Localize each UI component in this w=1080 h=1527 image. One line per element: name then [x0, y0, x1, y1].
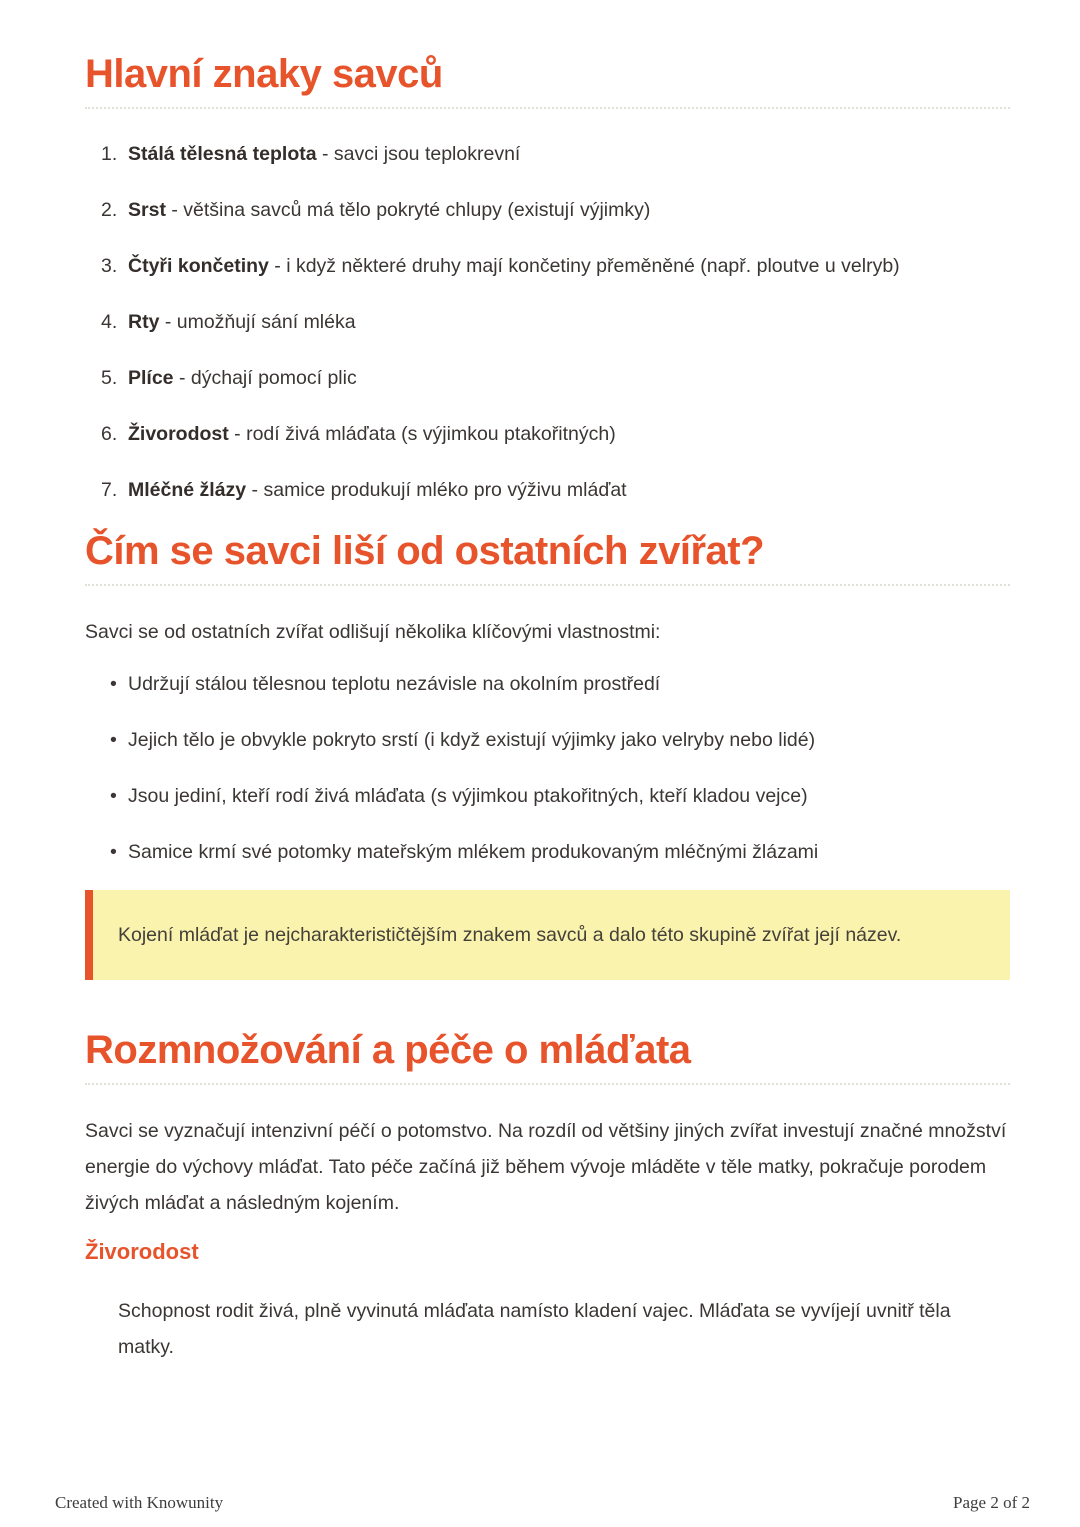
bullet-icon: •	[110, 673, 117, 695]
list-item-term: Živorodost	[128, 423, 229, 445]
bullet-icon: •	[110, 841, 117, 863]
list-item-text: - samice produkují mléko pro výživu mláďat	[246, 479, 627, 501]
list-item-number: 3.	[101, 255, 118, 277]
footer-credit: Created with Knowunity	[55, 1493, 224, 1512]
list-item-text: - umožňují sání mléka	[159, 311, 356, 333]
bullet-icon: •	[110, 785, 117, 807]
bullet-text: Jejich tělo je obvykle pokryto srstí (i když existují výjimky jako velryby nebo lidé)	[128, 729, 816, 751]
differences-bullet-list	[85, 666, 1010, 870]
reproduction-paragraph: Savci se vyznačují intenzivní péčí o potomstvo. Na rozdíl od většiny jiných zvířat investují značné množství energie do výchovy mláďat. Tato péče začíná již během vývoje mláděte v těle matky, pokračuje porodem živých mláďat a následným kojením.	[85, 1120, 1007, 1214]
section-title-traits: Hlavní znaky savců	[85, 52, 1010, 109]
list-item-number: 2.	[101, 199, 118, 221]
bullet-text: Udržují stálou tělesnou teplotu nezávisle na okolním prostředí	[128, 673, 661, 695]
list-item-number: 6.	[101, 423, 118, 445]
list-item-term: Čtyři končetiny	[128, 255, 269, 277]
list-item-text: - savci jsou teplokrevní	[316, 143, 521, 165]
list-item	[85, 192, 1010, 228]
section-title-reproduction: Rozmnožování a péče o mláďata	[85, 1028, 1010, 1085]
list-item	[85, 248, 1010, 284]
list-item-number: 7.	[101, 479, 118, 501]
viviparity-paragraph: Schopnost rodit živá, plně vyvinutá mláďata namísto kladení vajec. Mláďata se vyvíjejí uvnitř těla matky.	[118, 1300, 951, 1358]
differences-intro-paragraph: Savci se od ostatních zvířat odlišují několika klíčovými vlastnostmi:	[85, 621, 661, 643]
list-item-text: - většina savců má tělo pokryté chlupy (existují výjimky)	[165, 199, 651, 221]
bullet-icon: •	[110, 729, 117, 751]
bullet-text: Samice krmí své potomky mateřským mlékem produkovaným mléčnými žlázami	[128, 841, 819, 863]
list-item-term: Srst	[128, 199, 166, 221]
list-item	[85, 360, 1010, 396]
list-item	[85, 834, 1010, 870]
bullet-text: Jsou jediní, kteří rodí živá mláďata (s výjimkou ptakořitných, kteří kladou vejce)	[128, 785, 808, 807]
list-item-term: Rty	[128, 311, 160, 333]
list-item-term: Plíce	[128, 367, 174, 389]
list-item	[85, 416, 1010, 452]
list-item	[85, 304, 1010, 340]
callout-text: Kojení mláďat je nejcharakterističtějším znakem savců a dalo této skupině zvířat její název.	[118, 924, 902, 946]
list-item	[85, 722, 1010, 758]
list-item-number: 4.	[101, 311, 118, 333]
callout-box	[85, 890, 1010, 980]
list-item-text: - dýchají pomocí plic	[173, 367, 357, 389]
list-item-text: - i když některé druhy mají končetiny přeměněné (např. ploutve u velryb)	[268, 255, 900, 277]
list-item	[85, 136, 1010, 172]
list-item	[85, 472, 1010, 508]
list-item-number: 5.	[101, 367, 118, 389]
list-item-text: - rodí živá mláďata (s výjimkou ptakořitných)	[228, 423, 616, 445]
section-title-differences: Čím se savci liší od ostatních zvířat?	[85, 529, 1010, 586]
list-item	[85, 778, 1010, 814]
traits-numbered-list	[85, 136, 1010, 508]
list-item	[85, 666, 1010, 702]
footer-page-number: Page 2 of 2	[953, 1493, 1030, 1512]
list-item-term: Stálá tělesná teplota	[128, 143, 317, 165]
subsection-title-viviparity: Živorodost	[85, 1239, 199, 1264]
page-footer	[55, 1493, 1030, 1513]
list-item-number: 1.	[101, 143, 118, 165]
list-item-term: Mléčné žlázy	[128, 479, 247, 501]
